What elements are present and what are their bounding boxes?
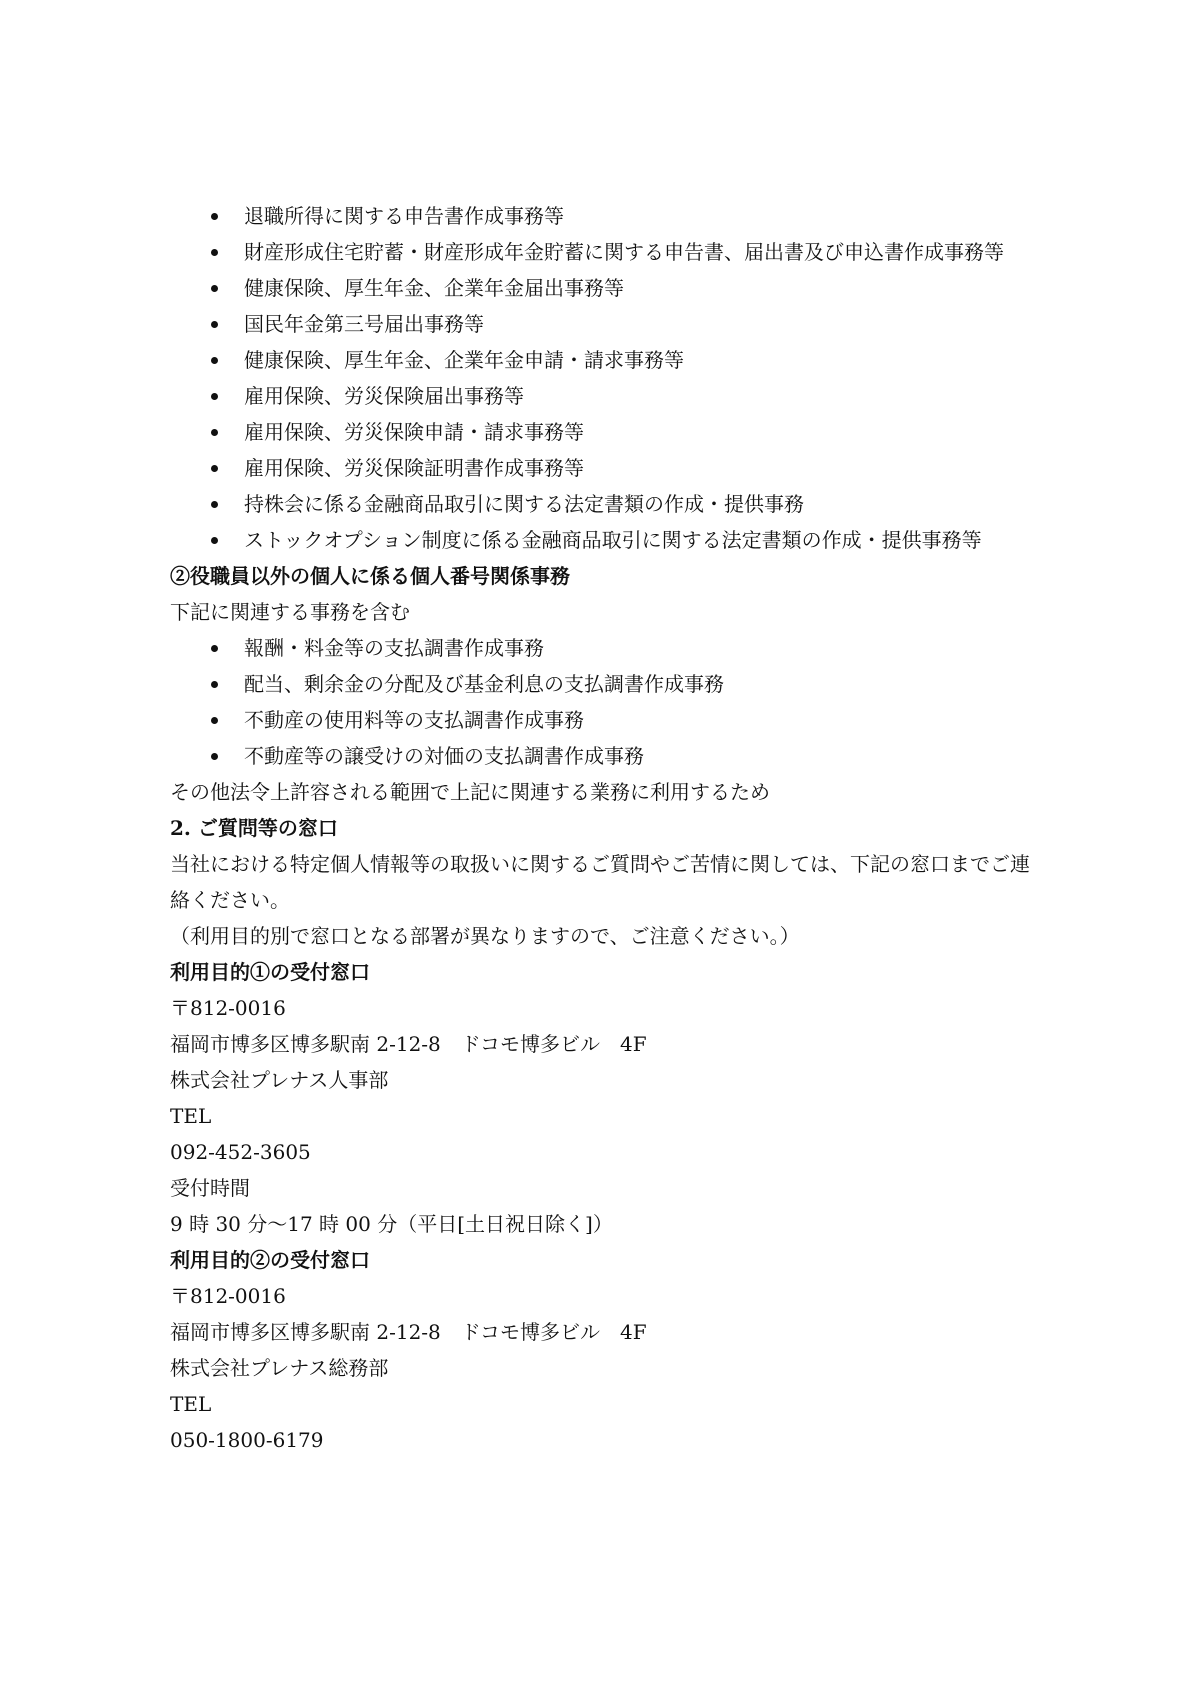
bullet-icon <box>211 321 218 328</box>
window2-address: 福岡市博多区博多駅南 2-12-8 ドコモ博多ビル 4F <box>170 1320 647 1344</box>
window1-hours: 9 時 30 分～17 時 00 分（平日[土日祝日除く]） <box>170 1212 613 1236</box>
bullet-icon <box>211 285 218 292</box>
window2-tel-label: TEL <box>170 1392 212 1416</box>
bullet-icon <box>211 429 218 436</box>
list-item: 健康保険、厚生年金、企業年金届出事務等 <box>170 270 1030 306</box>
list-item: 国民年金第三号届出事務等 <box>170 306 1030 342</box>
window1-tel-label: TEL <box>170 1104 212 1128</box>
list-item: 退職所得に関する申告書作成事務等 <box>170 198 1030 234</box>
bullet-icon <box>211 645 218 652</box>
list-item: 報酬・料金等の支払調書作成事務 <box>170 630 1030 666</box>
window1-tel: 092-452-3605 <box>170 1140 311 1164</box>
list-item: 不動産の使用料等の支払調書作成事務 <box>170 702 1030 738</box>
bullet-icon <box>211 393 218 400</box>
contact-text: 当社における特定個人情報等の取扱いに関するご質問やご苦情に関しては、下記の窓口までご連絡ください。 <box>170 852 1030 912</box>
bullet-icon <box>211 213 218 220</box>
list-item: 財産形成住宅貯蓄・財産形成年金貯蓄に関する申告書、届出書及び申込書作成事務等 <box>170 234 1030 270</box>
list-item: 配当、剰余金の分配及び基金利息の支払調書作成事務 <box>170 666 1030 702</box>
other-purpose-text: その他法令上許容される範囲で上記に関連する業務に利用するため <box>170 780 770 804</box>
bullet-icon <box>211 501 218 508</box>
list-item: ストックオプション制度に係る金融商品取引に関する法定書類の作成・提供事務等 <box>170 522 1030 558</box>
list-item: 持株会に係る金融商品取引に関する法定書類の作成・提供事務 <box>170 486 1030 522</box>
employee-tasks-list <box>170 198 1030 558</box>
bullet-icon <box>211 465 218 472</box>
window1-postal: 〒812-0016 <box>170 996 286 1020</box>
window2-dept: 株式会社プレナス総務部 <box>170 1356 389 1380</box>
document-page <box>170 198 1030 1458</box>
contact-heading: 2. ご質問等の窓口 <box>170 816 338 840</box>
window1-hours-label: 受付時間 <box>170 1176 250 1200</box>
list-item: 不動産等の譲受けの対価の支払調書作成事務 <box>170 738 1030 774</box>
window1-dept: 株式会社プレナス人事部 <box>170 1068 389 1092</box>
non-employee-tasks-list <box>170 630 1030 774</box>
bullet-icon <box>211 537 218 544</box>
bullet-icon <box>211 717 218 724</box>
window1-heading: 利用目的①の受付窓口 <box>170 960 370 984</box>
window2-postal: 〒812-0016 <box>170 1284 286 1308</box>
bullet-icon <box>211 249 218 256</box>
window1-address: 福岡市博多区博多駅南 2-12-8 ドコモ博多ビル 4F <box>170 1032 647 1056</box>
window2-tel: 050-1800-6179 <box>170 1428 324 1452</box>
section2-intro: 下記に関連する事務を含む <box>170 600 410 624</box>
section2-heading: ②役職員以外の個人に係る個人番号関係事務 <box>170 564 570 588</box>
list-item: 健康保険、厚生年金、企業年金申請・請求事務等 <box>170 342 1030 378</box>
window2-heading: 利用目的②の受付窓口 <box>170 1248 370 1272</box>
bullet-icon <box>211 753 218 760</box>
bullet-icon <box>211 357 218 364</box>
bullet-icon <box>211 681 218 688</box>
list-item: 雇用保険、労災保険届出事務等 <box>170 378 1030 414</box>
list-item: 雇用保険、労災保険証明書作成事務等 <box>170 450 1030 486</box>
contact-note: （利用目的別で窓口となる部署が異なりますので、ご注意ください。） <box>170 924 800 948</box>
list-item: 雇用保険、労災保険申請・請求事務等 <box>170 414 1030 450</box>
